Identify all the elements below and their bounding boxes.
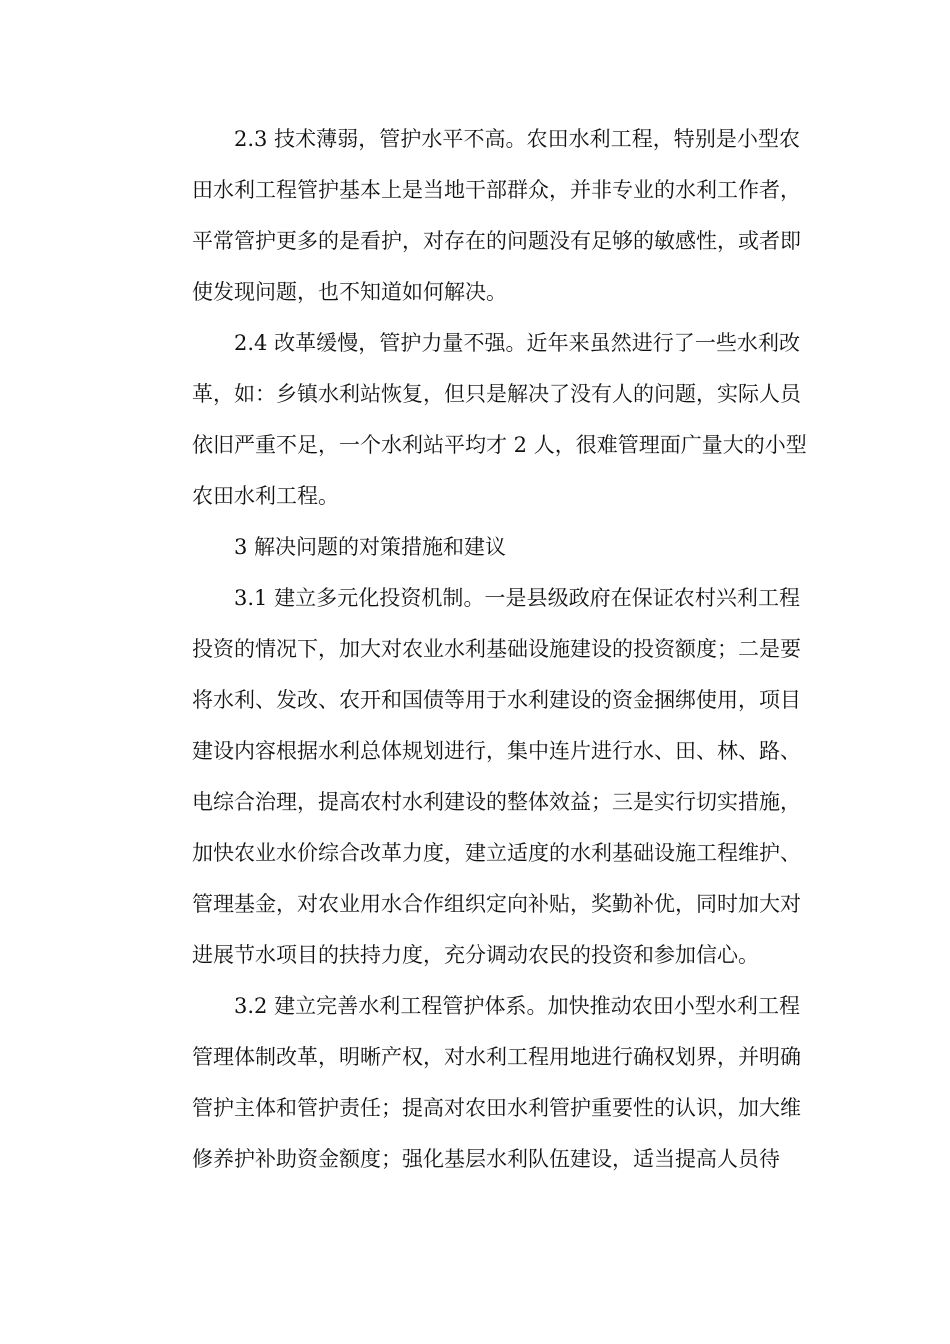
- text-line: 进展节水项目的扶持力度，充分调动农民的投资和参加信心。: [192, 943, 759, 967]
- text-line: 管理基金，对农业用水合作组织定向补贴，奖勤补优，同时加大对: [192, 892, 801, 916]
- document-body: [150, 114, 807, 1185]
- paragraph-2-3: [150, 114, 800, 318]
- text-line: 使发现问题，也不知道如何解决。: [192, 280, 507, 304]
- text-line: 电综合治理，提高农村水利建设的整体效益；三是实行切实措施，: [192, 790, 801, 814]
- paragraph-3-1: [150, 573, 800, 981]
- text-line: 3.1 建立多元化投资机制。一是县级政府在保证农村兴利工程: [234, 586, 800, 610]
- text-line: 田水利工程管护基本上是当地干部群众，并非专业的水利工作者，: [192, 178, 801, 202]
- text-line: 农田水利工程。: [192, 484, 339, 508]
- text-line: 3.2 建立完善水利工程管护体系。加快推动农田小型水利工程: [234, 994, 800, 1018]
- text-line: 建设内容根据水利总体规划进行，集中连片进行水、田、林、路、: [192, 739, 801, 763]
- section-heading-3: [150, 522, 800, 573]
- text-line: 管护主体和管护责任；提高对农田水利管护重要性的认识，加大维: [192, 1096, 801, 1120]
- text-line: 平常管护更多的是看护，对存在的问题没有足够的敏感性，或者即: [192, 229, 801, 253]
- text-line: 加快农业水价综合改革力度，建立适度的水利基础设施工程维护、: [192, 841, 801, 865]
- text-line: 管理体制改革，明晰产权，对水利工程用地进行确权划界，并明确: [192, 1045, 801, 1069]
- text-line: 修养护补助资金额度；强化基层水利队伍建设，适当提高人员待: [192, 1147, 780, 1171]
- paragraph-2-4: [150, 318, 807, 522]
- text-line: 2.4 改革缓慢，管护力量不强。近年来虽然进行了一些水利改: [234, 331, 800, 355]
- text-line: 2.3 技术薄弱，管护水平不高。农田水利工程，特别是小型农: [234, 127, 800, 151]
- text-line: 将水利、发改、农开和国债等用于水利建设的资金捆绑使用，项目: [192, 688, 801, 712]
- text-line: 投资的情况下，加大对农业水利基础设施建设的投资额度；二是要: [192, 637, 801, 661]
- text-line: 革，如：乡镇水利站恢复，但只是解决了没有人的问题，实际人员: [192, 382, 801, 406]
- section-heading-text: 3 解决问题的对策措施和建议: [234, 535, 507, 559]
- paragraph-3-2: [150, 981, 800, 1185]
- text-line: 依旧严重不足，一个水利站平均才 2 人，很难管理面广量大的小型: [192, 433, 807, 457]
